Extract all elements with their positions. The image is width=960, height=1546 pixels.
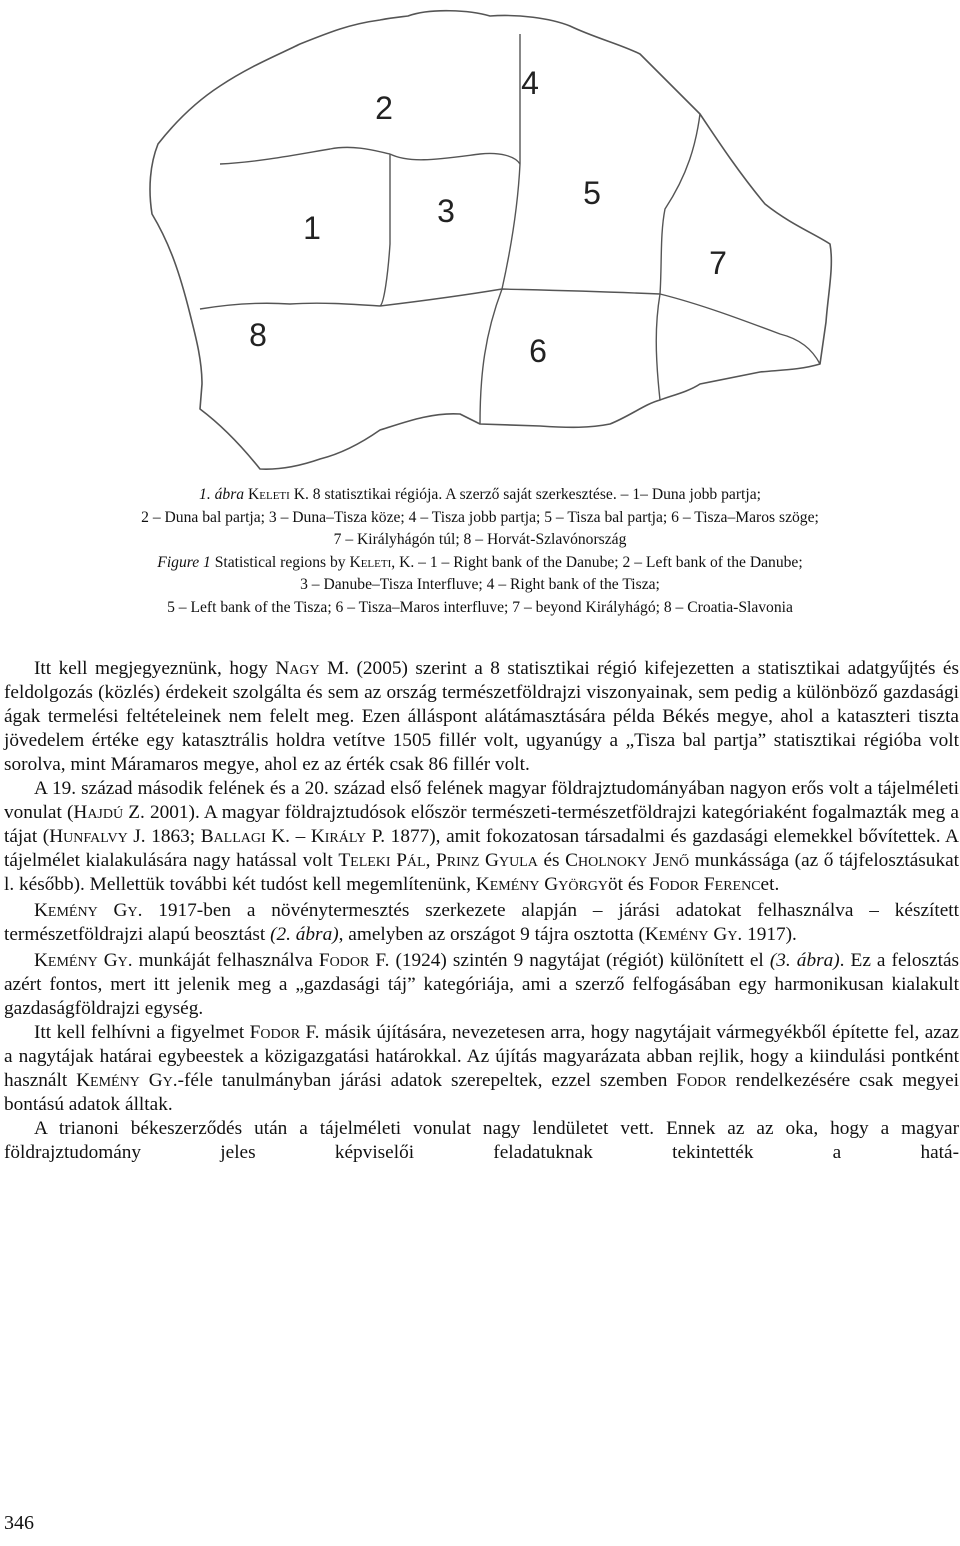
author-name: Fodor Ferenc [648,874,761,895]
caption-hu-line-1 [30,484,930,507]
map-region-6: 6 [529,333,547,369]
caption-hu-line-2: 2 – Duna bal partja; 3 – Duna–Tisza köze; 4 – Tisza jobb partja; 5 – Tisza bal partja; 6 – Tisza–Maros szöge; [141,508,819,526]
map-region-1: 1 [303,210,321,246]
author-name: Hunfalvy [49,826,128,847]
text: Z. 2001). A magyar földrajztudósok először természeti-természetföldrajzi kategóriaként fogalmazták meg a tájat ( [4,802,959,847]
caption-en-line-2: 3 – Danube–Tisza Interfluve; 4 – Right bank of the Tisza; [300,576,660,593]
paragraph-1 [4,657,959,777]
map-region-5: 5 [583,175,601,211]
map-outline [150,11,831,469]
page-number: 346 [4,1512,34,1534]
caption-text: Statistical regions by [210,553,350,571]
figure-caption [30,484,930,619]
paragraph-2 [4,777,959,897]
author-name: Cholnoky Jenő [565,850,690,871]
text: F. másik újítására, nevezetesen arra, hogy nagytájait vármegyékből építette fel, azaz a nagytájak határai egybeestek a közigazgatási határokkal. Az újítás magyarázata abban rejlik, hogy a kiindulási pontként használt [4,1022,959,1091]
author-name: Nagy [275,658,320,679]
caption-en-line-1 [30,552,930,575]
text: J. 1863; [127,826,201,847]
author-name: Kemény Gy. [644,924,743,945]
text: . Ez a felosztás azért fontos, mert itt jelenik meg a „gazdasági táj” kategóriája, ami a szerző felfogásában egy harmonikusan kialakult gazdaságföldrajzi egység. [4,950,960,1019]
text: 1917-ben a növénytermesztés szerkezete alapján – járási adatokat felhasználva – készített természetföldrajzi alapú beosztást [4,900,959,945]
author-name: Fodor [318,950,370,971]
map-region-7: 7 [709,245,727,281]
author-name: Prinz Gyula [436,850,538,871]
author-name: Fodor [249,1022,301,1043]
author-name: Kemény Gy. [34,900,143,921]
text: F. (1924) szintén 9 nagytájat (régiót) különített el [369,950,770,971]
caption-figure-label: 1. ábra [199,486,245,503]
text: A 19. század második felének és a 20. század első felének magyar földrajztudományában nagyon erős volt a tájelméleti vonulat ( [4,778,959,823]
text: et. [760,874,780,895]
paragraph-3 [4,899,959,947]
text: Itt kell megjegyeznünk, hogy [34,658,276,679]
paragraph-4 [4,949,959,1021]
map-region-4: 4 [521,65,539,101]
text: P. 1877), amit fokozatosan társadalmi és gazdasági elemekkel bővítettek. A tájelmélet kialakulására nagy hatással volt [4,826,959,871]
paragraph-5 [4,1021,959,1117]
text: K. – [265,826,311,847]
author-name: Kemény Gy. [76,1070,178,1091]
text: 1917). [742,924,797,945]
author-name: Kemény Gy. [34,950,133,971]
map-region-8: 8 [249,317,267,353]
text: öt és [608,874,649,895]
map-region-2: 2 [375,90,393,126]
body-text [4,657,959,1165]
author-name: Teleki Pál [338,850,426,871]
text: M. (2005) szerint a 8 statisztikai régió kifejezetten a statisztikai adatgyűjtés és feldolgozás (közlés) érdekeit szolgálta és sem az ország természetföldrajzi viszonyainak, sem pedig a különböző gazdasági ágak termelési feltételeinek nem felelt meg. Ezen álláspont alátámasztására példa Békés megye, ahol a kataszteri tiszta jövedelem értéke egy katasztrális holdra vetítve 1505 fillér volt, ugyanúgy a „Tisza bal partja” statisztikai régióba volt sorolva, mint Máramaros megye, ahol ez az érték csak 86 fillér volt. [4,658,959,775]
author-name: Fodor [676,1070,727,1091]
paragraph-6: A trianoni békeszerződés után a tájelméleti vonulat nagy lendületet vett. Ennek az az oka, hogy a magyar földrajztudomány jeles képviselői feladatuknak tekintették a hatá- [4,1118,959,1163]
text: Itt kell felhívni a figyelmet [34,1022,250,1043]
text: és [537,850,566,871]
text: , amelyben az országot 9 tájra osztotta ( [338,924,645,945]
caption-figure-label-en: Figure 1 [157,553,211,571]
figure-reference: (2. ábra) [270,924,339,945]
text: rendelkezésére csak megyei bontású adatok álltak. [4,1070,959,1115]
caption-hu-line-3: 7 – Királyhágón túl; 8 – Horvát-Szlavónország [333,531,627,548]
caption-author-en: Keleti [349,553,392,571]
figure-reference: (3. ábra) [769,950,840,971]
caption-text: , K. – 1 – Right bank of the Danube; 2 – Left bank of the Danube; [391,553,803,571]
text: munkáját felhasználva [132,950,319,971]
author-name: Hajdú [73,802,124,823]
caption-text: K. 8 statisztikai régiója. A szerző saját szerkesztése. – 1– Duna jobb partja; [289,486,761,503]
text: -féle tanulmányban járási adatok szerepeltek, ezzel szemben [177,1070,677,1091]
author-name: Király [310,826,367,847]
caption-en-line-3: 5 – Left bank of the Tisza; 6 – Tisza–Maros interfluve; 7 – beyond Királyhágó; 8 – Croatia-Slavonia [167,598,793,616]
author-name: Ballagi [200,826,266,847]
regions-map [140,4,840,474]
map-region-3: 3 [437,193,455,229]
caption-author: Keleti [248,486,290,503]
text: , [425,850,437,871]
text: munkássága (az ő tájfelosztásukat l. később). Mellettük további két tudóst kell megemlítenünk, [4,850,960,895]
author-name: Kemény György [475,874,609,895]
